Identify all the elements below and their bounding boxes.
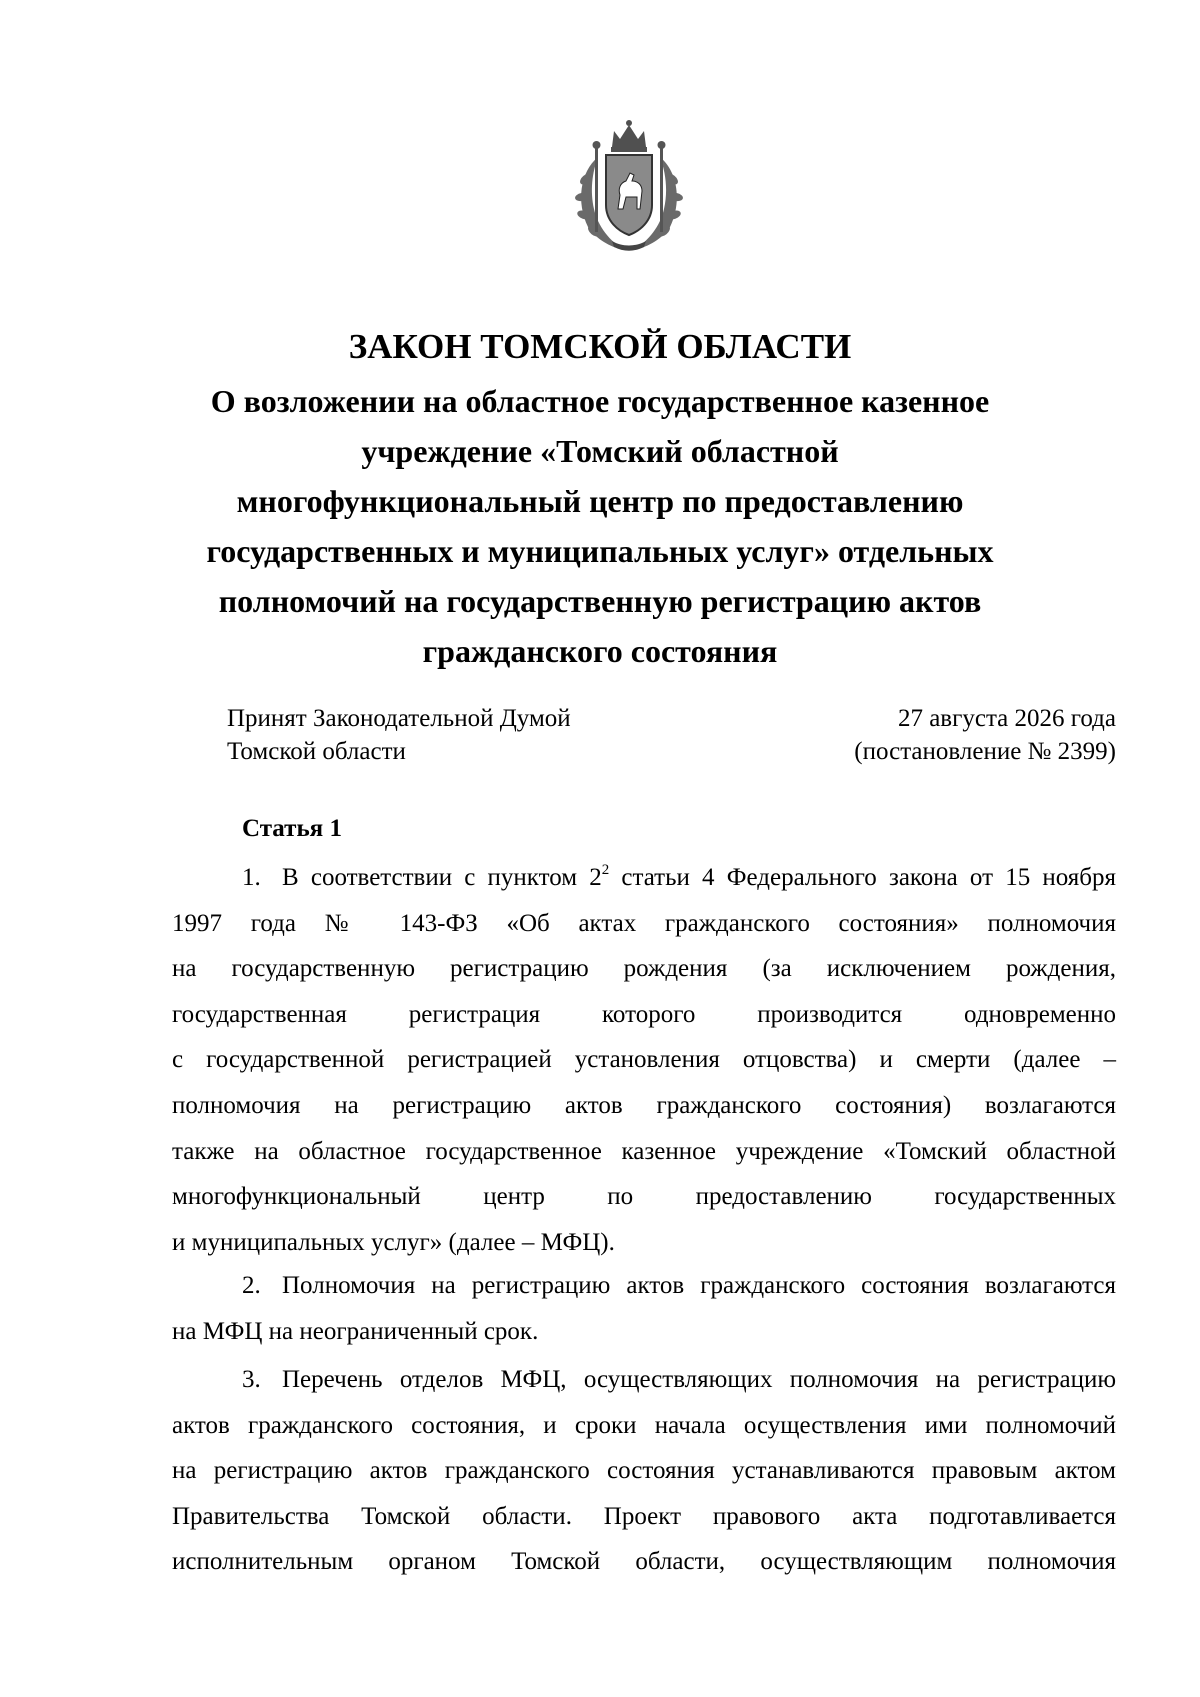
paragraph-line: актов гражданского состояния, и сроки начала осуществления ими полномочий	[172, 1411, 1116, 1439]
adopted-by-block	[227, 702, 571, 768]
adopted-by-line: Томской области	[227, 738, 406, 765]
paragraph-text: Полномочия на регистрацию актов гражданского состояния возлагаются	[282, 1272, 1116, 1299]
subtitle-line: государственных и муниципальных услуг» отдельных	[206, 533, 994, 569]
paragraph-line: исполнительным органом Томской области, осуществляющим полномочия	[172, 1548, 1116, 1576]
paragraph-line: на МФЦ на неограниченный срок.	[172, 1317, 539, 1345]
paragraph-line: на регистрацию актов гражданского состояния устанавливаются правовым актом	[172, 1457, 1116, 1485]
paragraph-line: государственная регистрация которого производится одновременно	[172, 1000, 1116, 1028]
paragraph-text: В соответствии с пунктом 2	[282, 864, 602, 891]
paragraph-line	[172, 855, 1116, 901]
subtitle-line: О возложении на областное государственное казенное	[210, 383, 990, 419]
paragraph-line: полномочия на регистрацию актов гражданского состояния) возлагаются	[172, 1091, 1116, 1119]
article-paragraph-3	[172, 1357, 1116, 1585]
paragraph-number: 2.	[242, 1272, 261, 1299]
adoption-date: 27 августа 2026 года	[897, 705, 1116, 732]
coat-of-arms-icon	[568, 117, 690, 254]
article-paragraph-1	[172, 855, 1116, 1265]
adopted-by-line: Принят Законодательной Думой	[227, 705, 571, 732]
article-paragraph-2	[172, 1263, 1116, 1354]
paragraph-line: и муниципальных услуг» (далее – МФЦ).	[172, 1228, 615, 1256]
paragraph-text: Перечень отделов МФЦ, осуществляющих полномочия на регистрацию	[282, 1366, 1116, 1393]
paragraph-number: 1.	[242, 864, 261, 891]
law-title: ЗАКОН ТОМСКОЙ ОБЛАСТИ	[348, 327, 852, 366]
resolution-number: (постановление № 2399)	[854, 738, 1116, 765]
adoption-date-block	[854, 702, 1116, 768]
subtitle-line: полномочий на государственную регистрацию актов	[218, 583, 982, 619]
superscript: 2	[601, 862, 610, 878]
paragraph-line: 1997 года № 143-ФЗ «Об актах гражданского состояния» полномочия	[172, 909, 1116, 937]
subtitle-line: гражданского состояния	[422, 633, 778, 669]
subtitle-line: многофункциональный центр по предоставлению	[236, 483, 964, 519]
law-subtitle	[0, 376, 1200, 676]
paragraph-line	[172, 1357, 1116, 1403]
article-heading: Статья 1	[242, 815, 342, 842]
paragraph-line: Правительства Томской области. Проект правового акта подготавливается	[172, 1502, 1116, 1530]
paragraph-line	[172, 1263, 1116, 1309]
paragraph-line: на государственную регистрацию рождения (за исключением рождения,	[172, 955, 1116, 983]
paragraph-text: статьи 4 Федерального закона от 15 ноября	[609, 864, 1116, 891]
paragraph-line: также на областное государственное казенное учреждение «Томский областной	[172, 1137, 1116, 1165]
paragraph-number: 3.	[242, 1366, 261, 1393]
paragraph-line: многофункциональный центр по предоставлению государственных	[172, 1183, 1116, 1211]
paragraph-line: с государственной регистрацией установления отцовства) и смерти (далее –	[172, 1046, 1116, 1074]
subtitle-line: учреждение «Томский областной	[361, 433, 839, 469]
